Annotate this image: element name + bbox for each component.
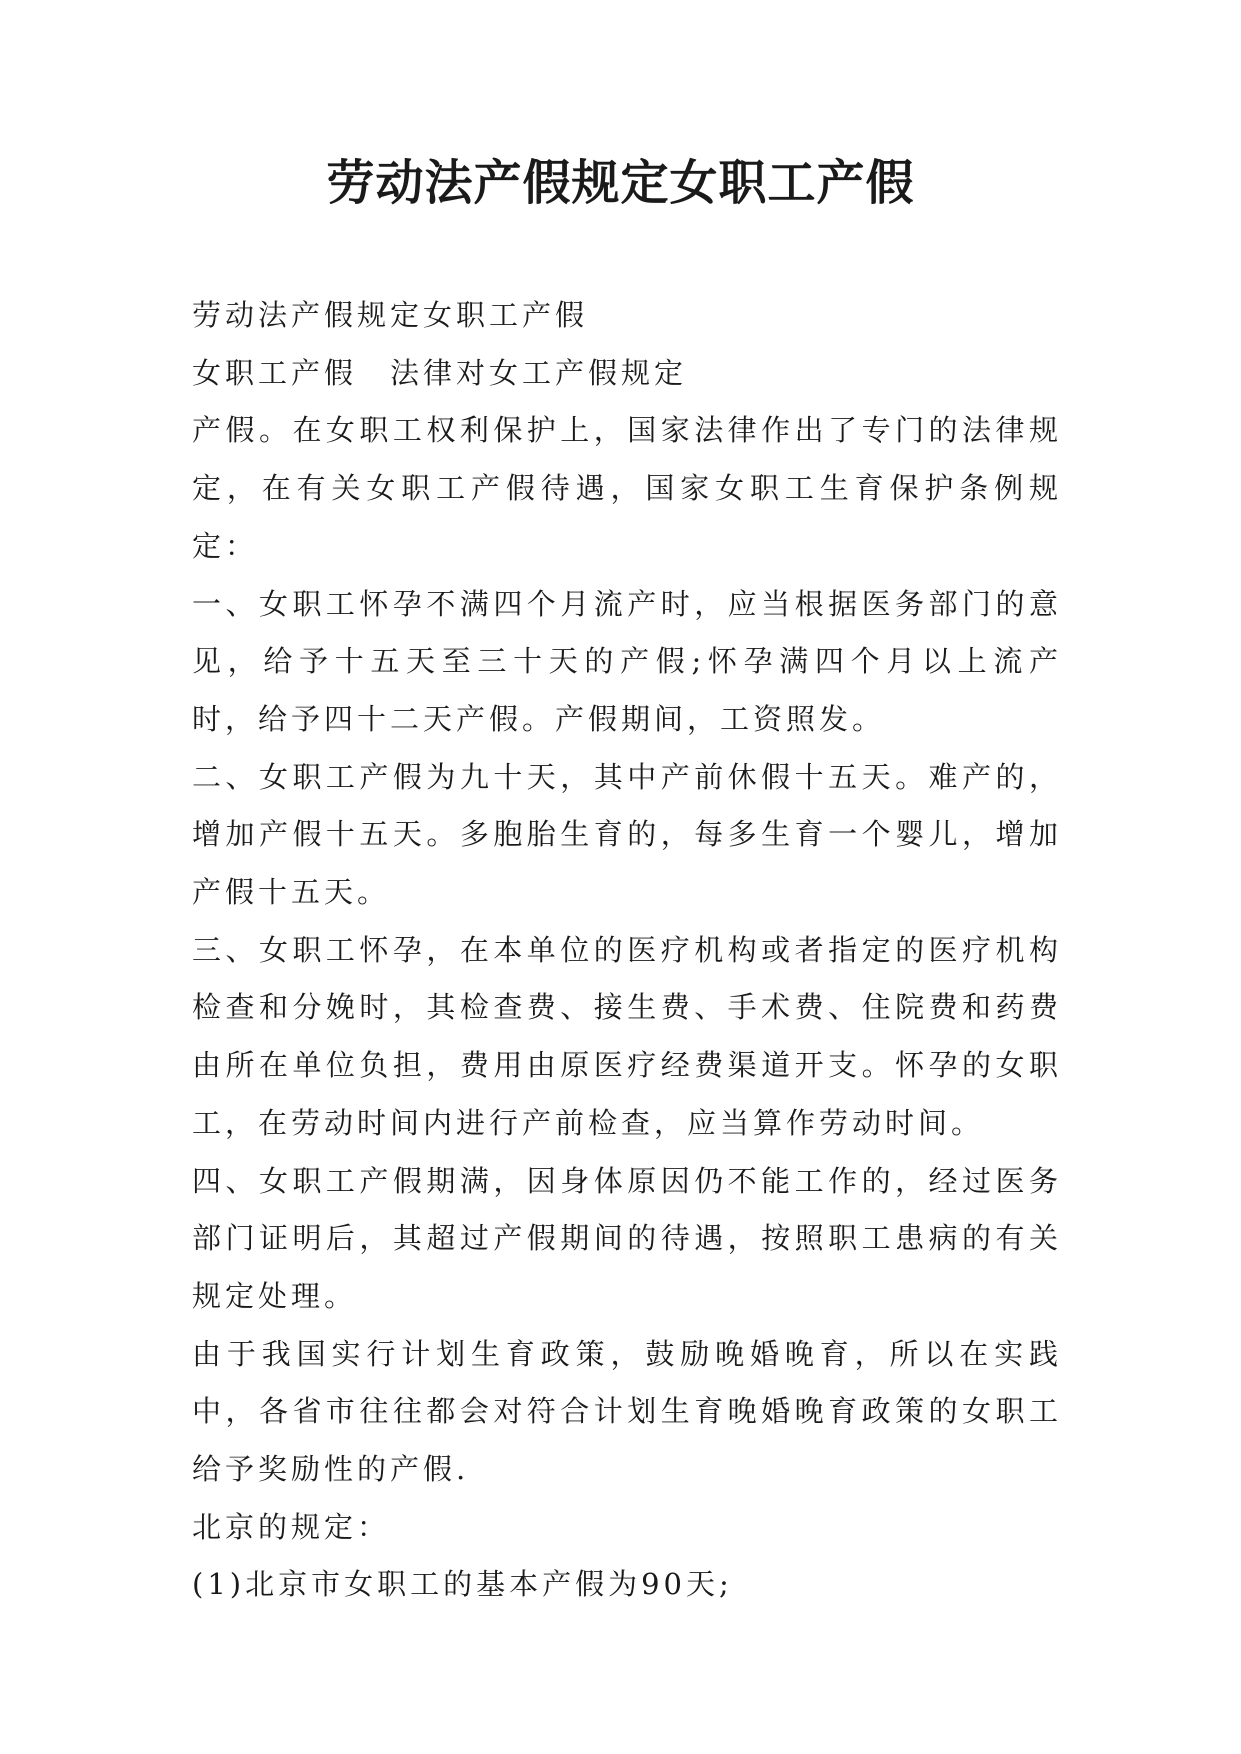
paragraph: 女职工产假 法律对女工产假规定 — [192, 355, 688, 390]
paragraph: (1)北京市女职工的基本产假为90天; — [192, 1567, 733, 1602]
paragraph: 二、女职工产假为九十天，其中产前休假十五天。难产的，增加产假十五天。多胞胎生育的，每多生育一个婴儿，增加产假十五天。 — [192, 759, 1062, 910]
document-body — [192, 287, 1062, 1614]
document-title: 劳动法产假规定女职工产假 — [326, 155, 915, 211]
paragraph: 三、女职工怀孕，在本单位的医疗机构或者指定的医疗机构检查和分娩时，其检查费、接生费、手术费、住院费和药费由所在单位负担，费用由原医疗经费渠道开支。怀孕的女职工，在劳动时间内进行产前检查，应当算作劳动时间。 — [192, 932, 1062, 1140]
paragraph: 产假。在女职工权利保护上，国家法律作出了专门的法律规定，在有关女职工产假待遇，国家女职工生育保护条例规定： — [192, 413, 1062, 563]
paragraph: 四、女职工产假期满，因身体原因仍不能工作的，经过医务部门证明后，其超过产假期间的待遇，按照职工患病的有关规定处理。 — [192, 1163, 1062, 1313]
paragraph: 劳动法产假规定女职工产假 — [192, 298, 589, 332]
paragraph: 由于我国实行计划生育政策，鼓励晚婚晚育，所以在实践中，各省市往往都会对符合计划生育晚婚晚育政策的女职工给予奖励性的产假. — [192, 1336, 1062, 1487]
paragraph: 北京的规定： — [192, 1509, 391, 1544]
paragraph: 一、女职工怀孕不满四个月流产时，应当根据医务部门的意见，给予十五天至三十天的产假;怀孕满四个月以上流产时，给予四十二天产假。产假期间，工资照发。 — [192, 586, 1062, 736]
